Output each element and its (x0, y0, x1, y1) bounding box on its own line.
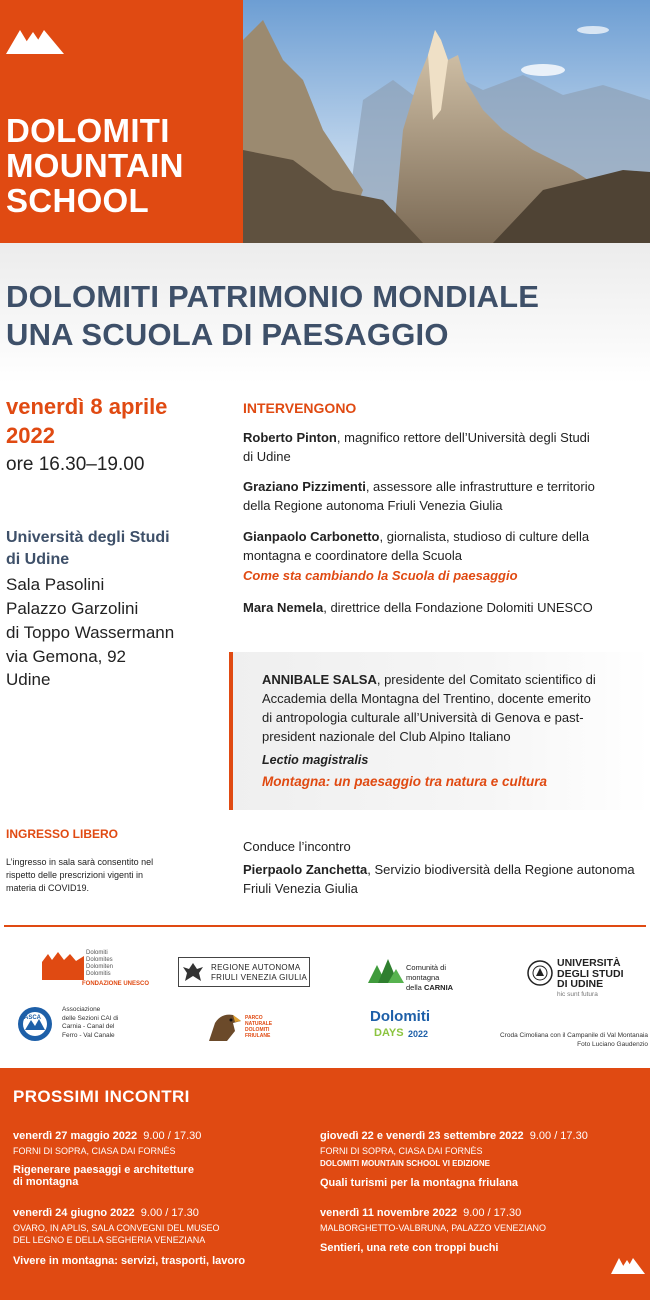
moderator-label: Conduce l’incontro (243, 839, 351, 854)
upcoming-event-date: venerdì 24 giugno 2022 9.00 / 17.30 (13, 1207, 199, 1219)
asca-cai-logo: ASCA Associazione delle Sezioni CAI di Carnia - Canal del Ferro - Val Canale (17, 1004, 127, 1044)
university-seal-icon (527, 960, 553, 986)
asca-badge-icon (17, 1006, 53, 1042)
upcoming-event-title: Quali turismi per la montagna friulana (320, 1177, 519, 1189)
eagle-icon (181, 961, 205, 983)
keynote-title: Montagna: un paesaggio tra natura e cultura (262, 774, 548, 789)
speaker-topic: Come sta cambiando la Scuola di paesaggio (243, 568, 518, 583)
upcoming-event-title: Rigenerare paesaggi e architetture di montagna (13, 1164, 194, 1188)
venue-address-line: Udine (6, 670, 51, 689)
speakers-heading: INTERVENGONO (243, 400, 357, 416)
event-time: ore 16.30–19.00 (6, 454, 145, 475)
parco-dolomiti-friulane-logo: PARCO NATURALE DOLOMITI FRIULANE (205, 1011, 275, 1045)
upcoming-event-place: FORNI DI SOPRA, CIASA DAI FORNÈS (320, 1146, 483, 1156)
upcoming-event-date: venerdì 11 novembre 2022 9.00 / 17.30 (320, 1207, 522, 1219)
upcoming-event-place: FORNI DI SOPRA, CIASA DAI FORNÈS (13, 1146, 176, 1156)
entry-note: L’ingresso in sala sarà consentito nel rispetto delle prescrizioni vigenti in materia di COVID19. (6, 857, 154, 893)
dolomiti-days-logo: Dolomiti DAYS 2022 (370, 1008, 430, 1039)
venue-address-line: di Toppo Wassermann (6, 623, 175, 642)
regione-fvg-logo: REGIONE AUTONOMA FRIULI VENEZIA GIULIA (178, 957, 310, 987)
footer-mountains-icon (611, 1254, 645, 1274)
page-title: DOLOMITI PATRIMONIO MONDIALE UNA SCUOLA DI PAESAGGIO (6, 279, 540, 352)
venue-address-line: Sala Pasolini (6, 575, 105, 594)
moderator-text: Pierpaolo Zanchetta, Servizio biodiversità della Regione autonoma Friuli Venezia Giulia (243, 862, 635, 896)
entry-title: INGRESSO LIBERO (6, 827, 119, 841)
upcoming-event-place: MALBORGHETTO-VALBRUNA, PALAZZO VENEZIANO (320, 1223, 547, 1233)
header-photo (243, 0, 650, 243)
upcoming-event-date: giovedì 22 e venerdì 23 settembre 2022 9.00 / 17.30 (320, 1130, 588, 1142)
school-name: DOLOMITI MOUNTAIN SCHOOL (6, 112, 184, 219)
venue-address-line: via Gemona, 92 (6, 647, 127, 666)
speaker-entry: Graziano Pizzimenti, assessore alle infrastrutture e territorio della Regione autonoma Friuli Venezia Giulia (243, 479, 595, 513)
speaker-name: Roberto Pinton (243, 430, 337, 445)
upcoming-heading: PROSSIMI INCONTRI (13, 1087, 190, 1106)
keynote-description: ANNIBALE SALSA, presidente del Comitato scientifico di Accademia della Montagna del Trentino, docente emerito di antropologia culturale all’Università di Genova e past- president nazionale del Club Alpino Italiano (262, 672, 596, 744)
uniud-logo: UNIVERSITÀ DEGLI STUDI DI UDINE hic sunt futura (527, 957, 647, 1001)
keynote-label: Lectio magistralis (262, 753, 369, 767)
separator-line (4, 925, 646, 927)
speaker-entry: Gianpaolo Carbonetto, giornalista, studioso di culture della montagna e coordinatore della Scuola (243, 529, 590, 563)
upcoming-event-title: Vivere in montagna: servizi, trasporti, lavoro (13, 1255, 246, 1267)
moderator-name: Pierpaolo Zanchetta (243, 862, 368, 877)
upcoming-event-title: Sentieri, una rete con troppi buchi (320, 1242, 499, 1254)
event-date: venerdì 8 aprile 2022 (6, 394, 168, 448)
speaker-name: Graziano Pizzimenti (243, 479, 366, 494)
green-trees-icon (368, 959, 404, 983)
venue-name: Università degli Studi di Udine (6, 529, 170, 568)
keynote-speaker: ANNIBALE SALSA (262, 672, 377, 687)
upcoming-event-date: venerdì 27 maggio 2022 9.00 / 17.30 (13, 1130, 202, 1142)
upcoming-event-subtitle: DOLOMITI MOUNTAIN SCHOOL VI EDIZIONE (320, 1159, 490, 1168)
speaker-entry: Roberto Pinton, magnifico rettore dell’Università degli Studi di Udine (243, 430, 590, 464)
comunita-carnia-logo: Comunità di montagna della CARNIA (368, 957, 480, 987)
photo-credit: Croda Cimoliana con il Campanile di Val Montanaia Foto Luciano Gaudenzio (499, 1032, 648, 1048)
venue-address-line: Palazzo Garzolini (6, 599, 139, 618)
fondazione-dolomiti-logo: Dolomiti Dolomites Dolomiten Dolomitis FONDAZIONE UNESCO (42, 950, 172, 994)
mountains-icon (6, 22, 64, 54)
eagle-head-icon (205, 1011, 245, 1043)
fondazione-mountains-icon (42, 952, 84, 980)
speaker-name: Mara Nemela (243, 600, 324, 615)
speaker-entry: Mara Nemela, direttrice della Fondazione Dolomiti UNESCO (243, 600, 593, 615)
speaker-name: Gianpaolo Carbonetto (243, 529, 380, 544)
upcoming-event-place: OVARO, IN APLIS, SALA CONVEGNI DEL MUSEO DEL LEGNO E DELLA SEGHERIA VENEZIANA (13, 1223, 220, 1245)
